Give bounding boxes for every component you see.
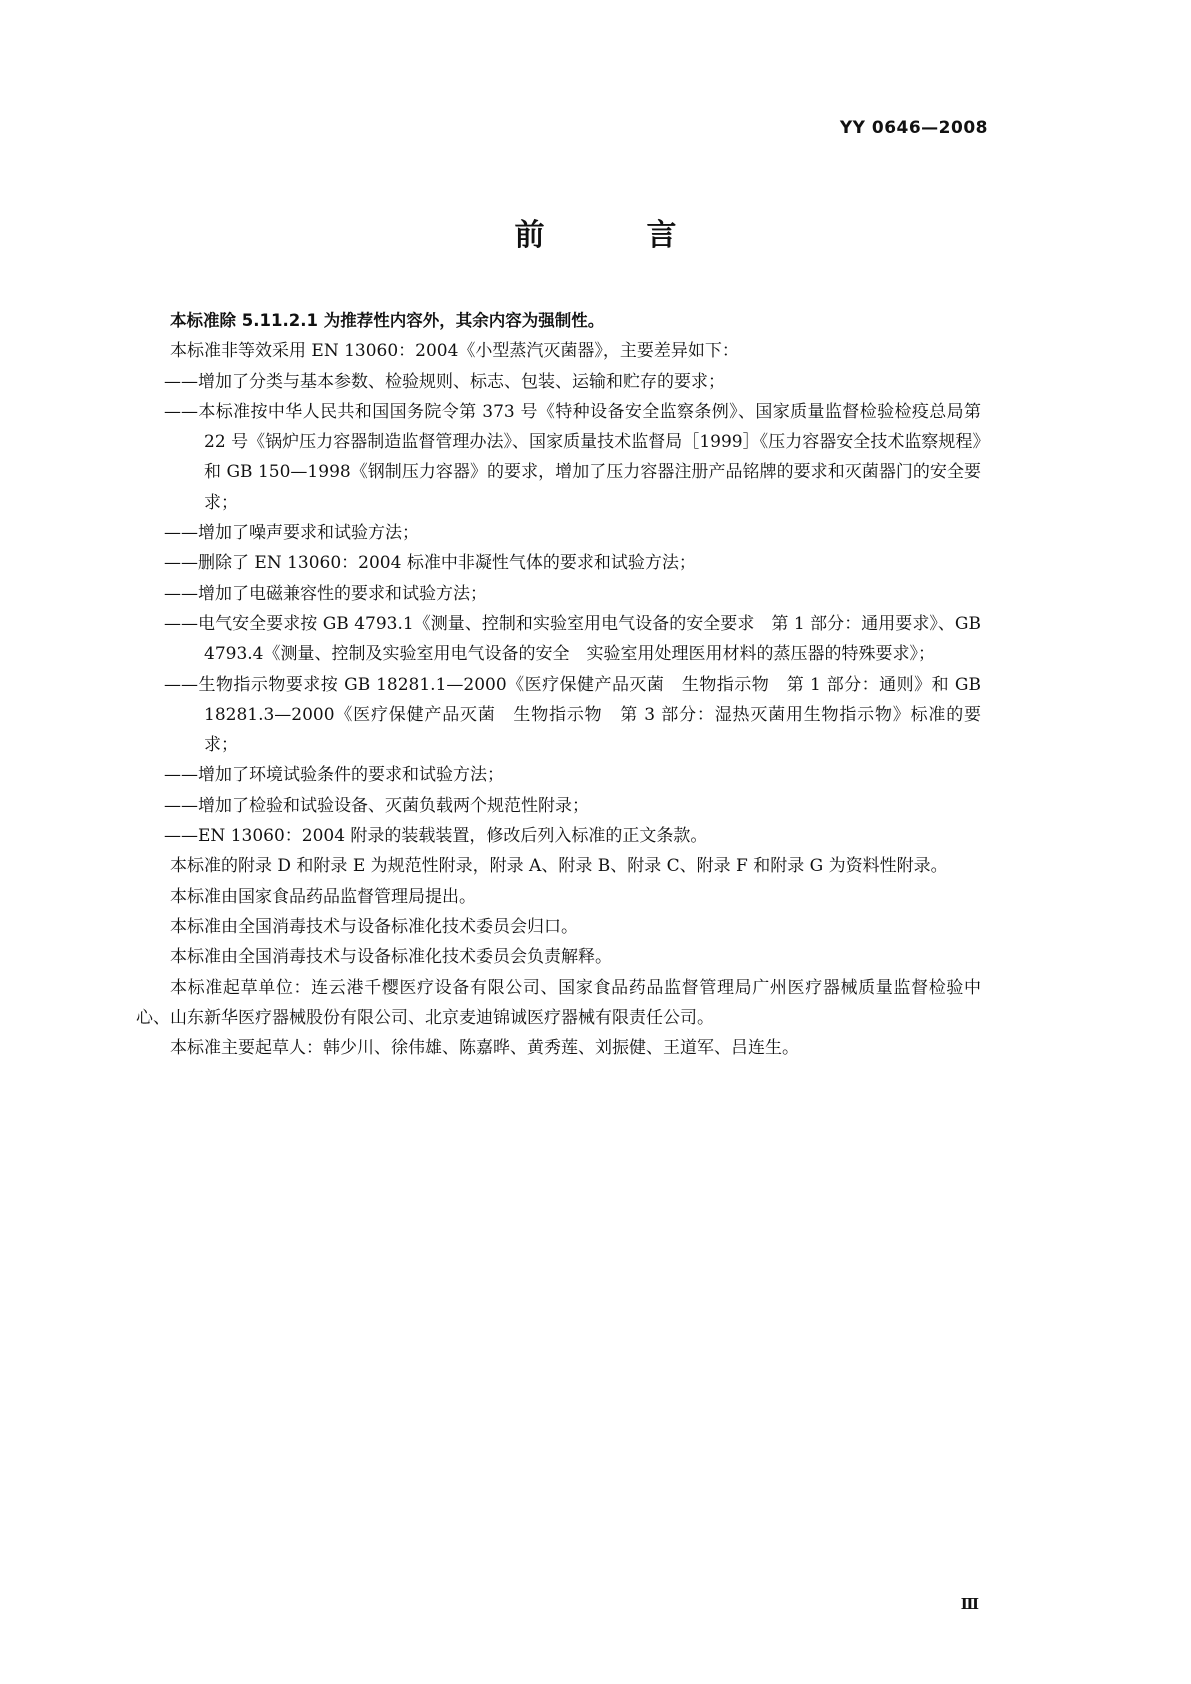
difference-item: ——增加了环境试验条件的要求和试验方法；	[164, 765, 504, 786]
preface-body	[136, 306, 981, 1063]
interpretation-statement: 本标准由全国消毒技术与设备标准化技术委员会负责解释。	[170, 947, 612, 968]
difference-item: ——本标准按中华人民共和国国务院令第 373 号《特种设备安全监察条例》、国家质量监督检验检疫总局第 22 号《锅炉压力容器制造监督管理办法》、国家质量技术监督局［1999］《压力容器安全技术监察规程》和 GB 150—1998《钢制压力容器》的要求，增加了压力容器注册产品铭牌的要求和灭菌器门的安全要求；	[164, 401, 981, 513]
mandatory-statement: 本标准除 5.11.2.1 为推荐性内容外，其余内容为强制性。	[170, 311, 605, 330]
difference-item: ——删除了 EN 13060：2004 标准中非凝性气体的要求和试验方法；	[164, 553, 696, 574]
difference-item: ——EN 13060：2004 附录的装载装置，修改后列入标准的正文条款。	[164, 826, 708, 847]
annex-statement: 本标准的附录 D 和附录 E 为规范性附录，附录 A、附录 B、附录 C、附录 F 和附录 G 为资料性附录。	[170, 856, 948, 877]
adoption-statement: 本标准非等效采用 EN 13060：2004《小型蒸汽灭菌器》，主要差异如下：	[170, 341, 739, 362]
difference-item: ——增加了电磁兼容性的要求和试验方法；	[164, 583, 487, 604]
difference-item: ——生物指示物要求按 GB 18281.1—2000《医疗保健产品灭菌 生物指示物 第 1 部分：通则》和 GB 18281.3—2000《医疗保健产品灭菌 生物指示物 第 3 部分：湿热灭菌用生物指示物》标准的要求；	[164, 674, 981, 756]
proposer-statement: 本标准由国家食品药品监督管理局提出。	[170, 886, 476, 907]
difference-item: ——增加了分类与基本参数、检验规则、标志、包装、运输和贮存的要求；	[164, 371, 725, 392]
page-title: 前 言	[514, 218, 713, 253]
difference-item: ——电气安全要求按 GB 4793.1《测量、控制和实验室用电气设备的安全要求 第 1 部分：通用要求》、GB 4793.4《测量、控制及实验室用电气设备的安全 实验室用处理医用材料的蒸压器的特殊要求》；	[164, 613, 981, 665]
difference-item: ——增加了检验和试验设备、灭菌负载两个规范性附录；	[164, 795, 589, 816]
centralized-management-statement: 本标准由全国消毒技术与设备标准化技术委员会归口。	[170, 916, 578, 937]
standard-code: YY 0646—2008	[839, 118, 988, 138]
drafting-units: 本标准起草单位：连云港千樱医疗设备有限公司、国家食品药品监督管理局广州医疗器械质量监督检验中心、山东新华医疗器械股份有限公司、北京麦迪锦诚医疗器械有限责任公司。	[136, 977, 981, 1028]
page-number: Ⅲ	[960, 1595, 979, 1613]
drafters: 本标准主要起草人：韩少川、徐伟雄、陈嘉晔、黄秀莲、刘振健、王道军、吕连生。	[170, 1038, 799, 1059]
difference-item: ——增加了噪声要求和试验方法；	[164, 523, 419, 544]
